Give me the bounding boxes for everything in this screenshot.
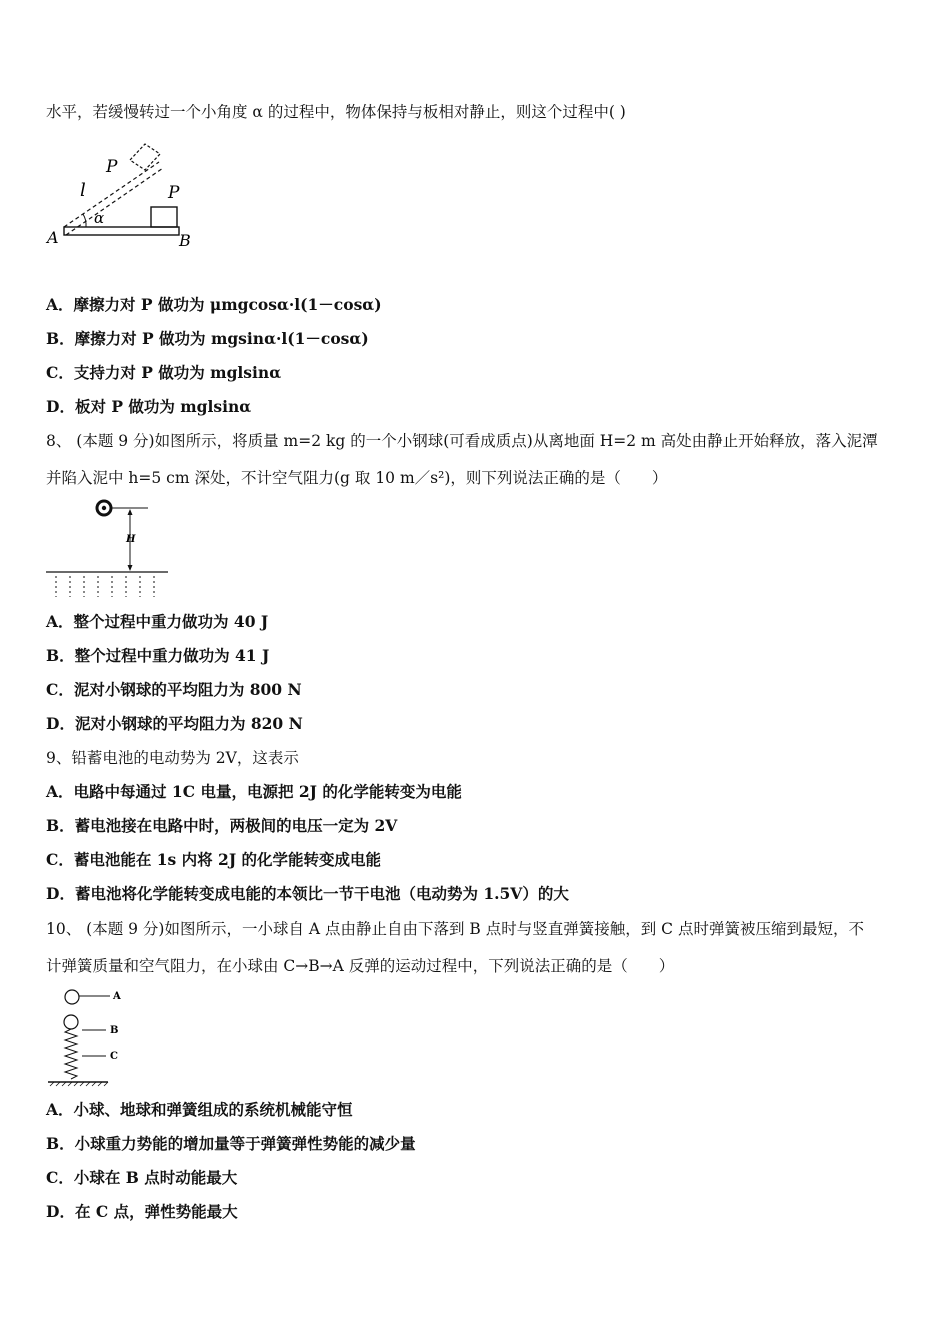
q10-label-B: B — [110, 1025, 119, 1036]
q9-option-a: A．电路中每通过 1C 电量，电源把 2J 的化学能转变为电能 — [46, 782, 462, 801]
q7-label-l: l — [80, 180, 86, 201]
q8-option-a: A．整个过程中重力做功为 40 J — [46, 612, 269, 631]
q9-stem: 9、铅蓄电池的电动势为 2V，这表示 — [46, 749, 299, 767]
q7-label-P-top: P — [106, 157, 118, 177]
q10-spring-figure — [44, 984, 144, 1088]
q7-label-P-bottom: P — [168, 183, 180, 203]
q10-option-b: B．小球重力势能的增加量等于弹簧弹性势能的减少量 — [46, 1134, 416, 1153]
q7-incline-figure — [44, 140, 204, 252]
q7-stem: 水平，若缓慢转过一个小角度 α 的过程中，物体保持与板相对静止，则这个过程中( ) — [46, 103, 626, 121]
q7-option-c: C．支持力对 P 做功为 mglsinα — [46, 363, 282, 382]
q8-option-b: B．整个过程中重力做功为 41 J — [46, 646, 270, 665]
q8-label-H: H — [126, 534, 136, 545]
q7-option-d: D．板对 P 做功为 mglsinα — [46, 397, 252, 416]
q7-label-A: A — [47, 228, 59, 247]
q10-label-A: A — [113, 991, 121, 1002]
q10-option-c: C．小球在 B 点时动能最大 — [46, 1168, 238, 1187]
q7-label-alpha: α — [94, 209, 105, 227]
q10-stem-line1: 10、 (本题 9 分)如图所示，一小球自 A 点由静止自由下落到 B 点时与竖直弹簧接触，到 C 点时弹簧被压缩到最短，不 — [46, 920, 864, 938]
q10-label-C: C — [110, 1051, 118, 1062]
q10-stem-line2: 计弹簧质量和空气阻力，在小球由 C→B→A 反弹的运动过程中，下列说法正确的是（ ） — [46, 957, 675, 975]
q8-ball-drop-figure — [44, 496, 174, 600]
q7-option-a: A．摩擦力对 P 做功为 μmgcosα·l(1－cosα) — [46, 295, 382, 314]
q8-option-c: C．泥对小钢球的平均阻力为 800 N — [46, 680, 302, 699]
q8-stem-line2: 并陷入泥中 h=5 cm 深处，不计空气阻力(g 取 10 m／s²)，则下列说法正确的是（ ） — [46, 469, 668, 487]
q7-label-B: B — [179, 231, 191, 250]
q10-option-a: A．小球、地球和弹簧组成的系统机械能守恒 — [46, 1100, 353, 1119]
q8-option-d: D．泥对小钢球的平均阻力为 820 N — [46, 714, 303, 733]
q8-stem-line1: 8、 (本题 9 分)如图所示，将质量 m=2 kg 的一个小钢球(可看成质点)从离地面 H=2 m 高处由静止开始释放，落入泥潭 — [46, 432, 878, 450]
q9-option-d: D．蓄电池将化学能转变成电能的本领比一节干电池（电动势为 1.5V）的大 — [46, 884, 569, 903]
q9-option-c: C．蓄电池能在 1s 内将 2J 的化学能转变成电能 — [46, 850, 382, 869]
q9-option-b: B．蓄电池接在电路中时，两极间的电压一定为 2V — [46, 816, 398, 835]
q10-option-d: D．在 C 点，弹性势能最大 — [46, 1202, 238, 1221]
q7-option-b: B．摩擦力对 P 做功为 mgsinα·l(1－cosα) — [46, 329, 369, 348]
